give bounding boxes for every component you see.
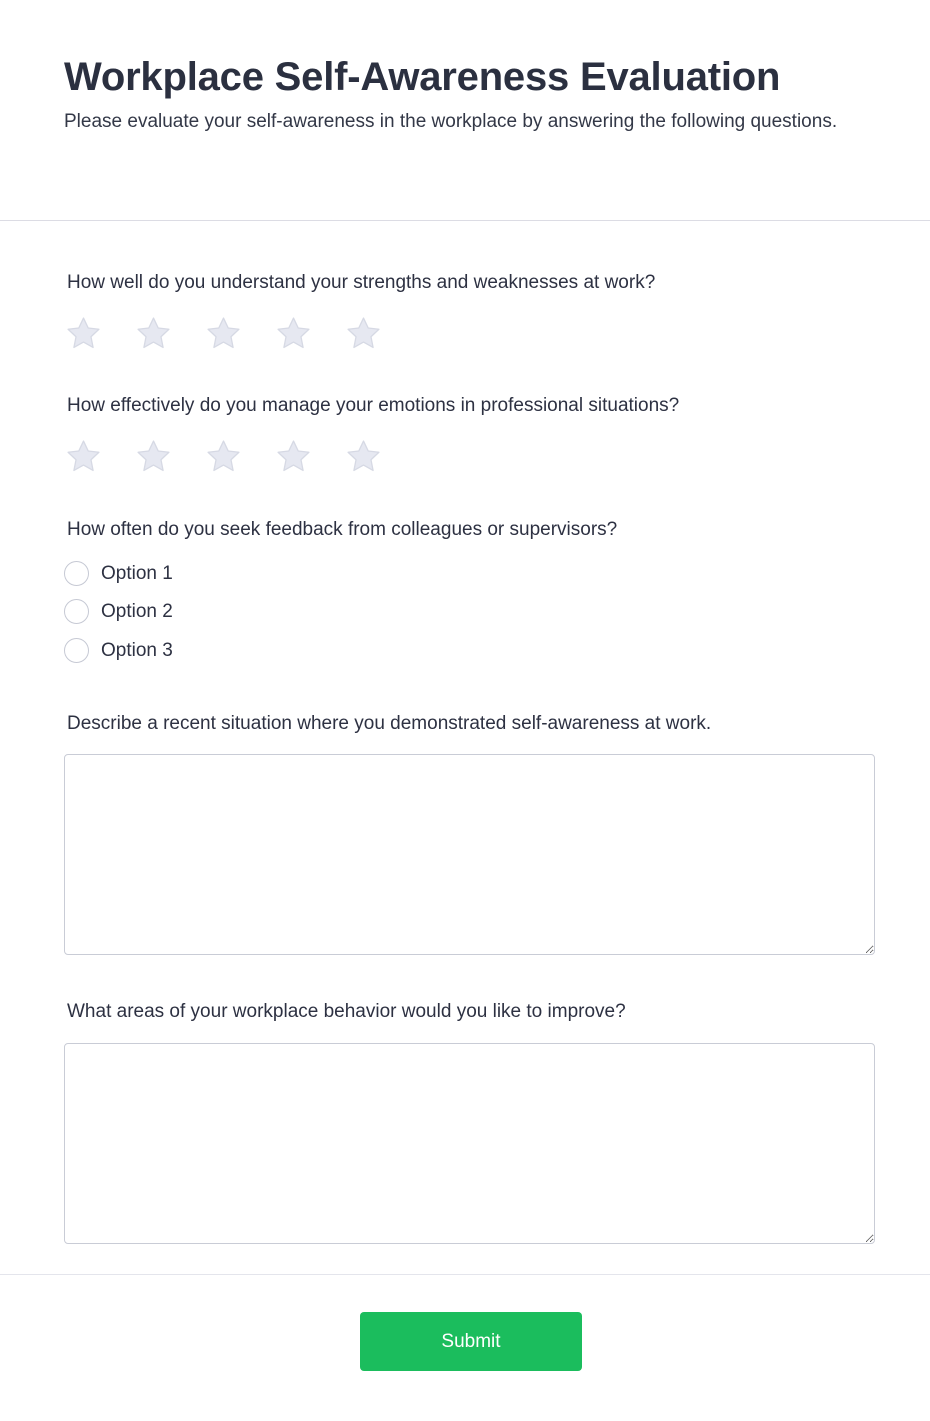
question-2-label: How effectively do you manage your emotions in professional situations? (67, 395, 680, 416)
star-icon[interactable] (134, 314, 173, 353)
question-3-label: How often do you seek feedback from colleagues or supervisors? (67, 519, 618, 540)
footer-divider (0, 1274, 930, 1275)
star-icon[interactable] (204, 314, 243, 353)
radio-option-label: Option 1 (101, 562, 173, 584)
question-4-label: Describe a recent situation where you demonstrated self-awareness at work. (67, 713, 712, 734)
page-title: Workplace Self-Awareness Evaluation (64, 55, 781, 99)
star-icon[interactable] (134, 437, 173, 476)
radio-option-label: Option 2 (101, 600, 173, 622)
submit-button[interactable]: Submit (360, 1312, 582, 1371)
star-icon[interactable] (274, 314, 313, 353)
radio-option-3[interactable] (64, 638, 173, 663)
situation-textarea[interactable] (64, 754, 875, 955)
radio-option-label: Option 3 (101, 639, 173, 661)
form-header (0, 0, 930, 221)
improvement-textarea[interactable] (64, 1043, 875, 1244)
radio-circle-icon[interactable] (64, 561, 89, 586)
star-icon[interactable] (274, 437, 313, 476)
star-icon[interactable] (204, 437, 243, 476)
question-1-label: How well do you understand your strengths and weaknesses at work? (67, 272, 656, 293)
star-icon[interactable] (344, 437, 383, 476)
page-subtitle: Please evaluate your self-awareness in the workplace by answering the following questions. (64, 111, 838, 132)
rating-question-1 (64, 314, 383, 353)
radio-circle-icon[interactable] (64, 599, 89, 624)
star-icon[interactable] (344, 314, 383, 353)
star-icon[interactable] (64, 314, 103, 353)
radio-option-2[interactable] (64, 599, 173, 624)
question-5-label: What areas of your workplace behavior would you like to improve? (67, 1001, 626, 1022)
radio-option-1[interactable] (64, 561, 173, 586)
radio-circle-icon[interactable] (64, 638, 89, 663)
star-icon[interactable] (64, 437, 103, 476)
rating-question-2 (64, 437, 383, 476)
